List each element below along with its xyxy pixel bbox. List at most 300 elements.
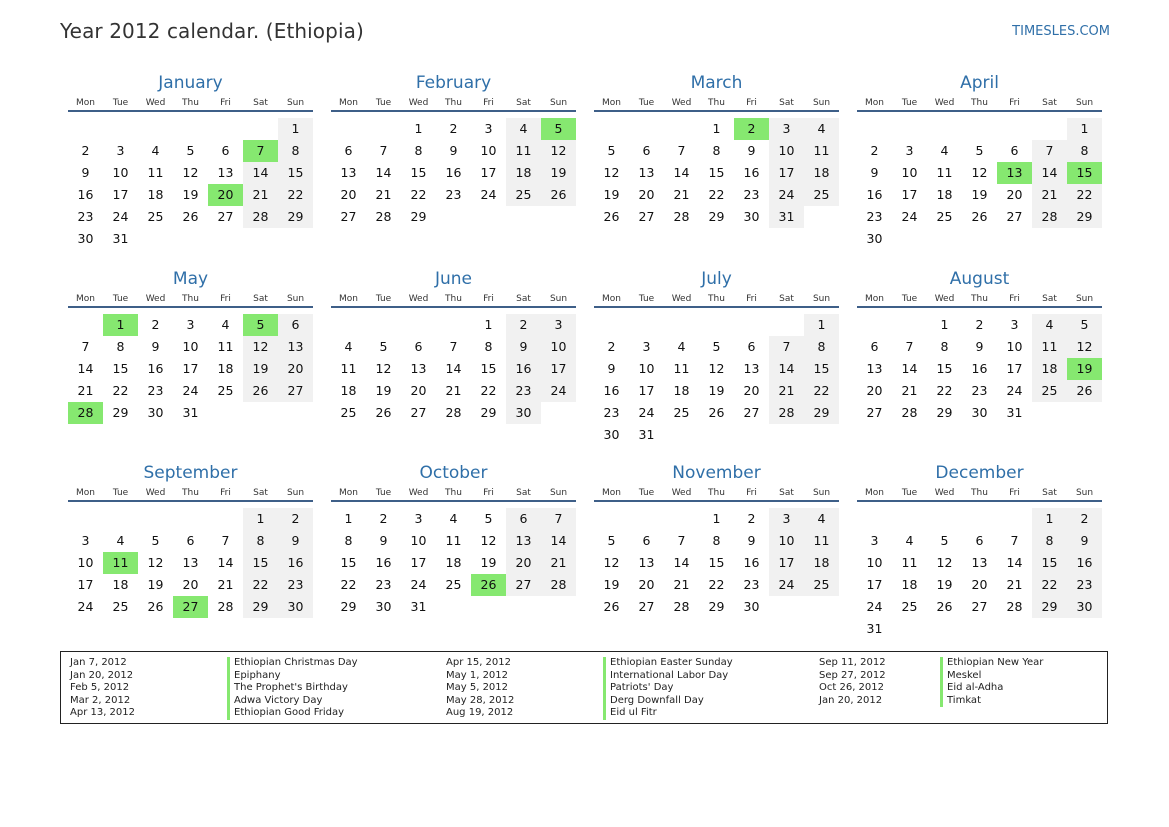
weekday-header: Mon xyxy=(68,96,103,112)
day-cell: 18 xyxy=(217,361,234,376)
weekday-header: Wed xyxy=(927,292,962,308)
legend-holiday-name: Eid ul Fitr xyxy=(603,707,733,720)
day-cell: 31 xyxy=(638,427,655,442)
day-cell: 21 xyxy=(1006,577,1023,592)
day-cell: 12 xyxy=(480,533,497,548)
month-january xyxy=(68,72,313,268)
day-cell: 21 xyxy=(1032,184,1067,206)
day-cell: 29 xyxy=(708,209,725,224)
weekday-header: Mon xyxy=(68,292,103,308)
day-cell: 10 xyxy=(901,165,918,180)
day-cell: 11 xyxy=(1032,336,1067,358)
weekday-header: Sat xyxy=(1032,486,1067,502)
day-cell: 16 xyxy=(743,555,760,570)
day-cell: 23 xyxy=(506,380,541,402)
day-cell: 1 xyxy=(1067,118,1102,140)
day-cell: 12 xyxy=(1067,336,1102,358)
day-cell: 29 xyxy=(410,209,427,224)
day-cell: 10 xyxy=(410,533,427,548)
day-cell: 15 xyxy=(804,358,839,380)
day-cell: 11 xyxy=(804,140,839,162)
day-cell: 4 xyxy=(940,143,949,158)
weekday-header: Fri xyxy=(734,96,769,112)
month-grid xyxy=(68,292,313,424)
day-cell: 1 xyxy=(712,511,721,526)
day-cell: 21 xyxy=(243,184,278,206)
day-cell: 25 xyxy=(147,209,164,224)
day-cell: 4 xyxy=(1032,314,1067,336)
day-cell: 14 xyxy=(77,361,94,376)
weekday-header: Mon xyxy=(594,96,629,112)
day-cell: 14 xyxy=(769,358,804,380)
day-cell: 25 xyxy=(673,405,690,420)
day-cell: 20 xyxy=(340,187,357,202)
day-cell: 30 xyxy=(1067,596,1102,618)
weekday-header: Tue xyxy=(103,292,138,308)
empty-cell xyxy=(927,508,962,530)
day-cell: 1 xyxy=(712,121,721,136)
day-cell: 14 xyxy=(673,165,690,180)
day-cell: 17 xyxy=(541,358,576,380)
day-cell: 17 xyxy=(1006,361,1023,376)
day-cell: 9 xyxy=(379,533,388,548)
legend-date: Sep 27, 2012 xyxy=(819,669,886,681)
day-cell: 29 xyxy=(936,405,953,420)
legend-holiday-name: Ethiopian Christmas Day xyxy=(227,657,358,670)
day-cell: 20 xyxy=(506,552,541,574)
day-cell: 26 xyxy=(243,380,278,402)
day-cell: 4 xyxy=(905,533,914,548)
day-cell: 5 xyxy=(1067,314,1102,336)
day-cell: 11 xyxy=(217,339,234,354)
month-title: May xyxy=(172,269,209,289)
legend-date: Jan 7, 2012 xyxy=(70,657,127,668)
day-cell: 30 xyxy=(743,209,760,224)
day-cell: 3 xyxy=(414,511,423,526)
day-cell: 12 xyxy=(243,336,278,358)
day-cell: 14 xyxy=(1032,162,1067,184)
weekday-header: Fri xyxy=(471,292,506,308)
day-cell: 26 xyxy=(603,209,620,224)
empty-cell xyxy=(243,118,278,140)
empty-cell xyxy=(734,314,769,336)
day-cell: 31 xyxy=(769,206,804,228)
day-cell: 10 xyxy=(541,336,576,358)
day-cell: 5 xyxy=(484,511,493,526)
day-cell: 9 xyxy=(81,165,90,180)
day-cell: 12 xyxy=(375,361,392,376)
day-cell: 25 xyxy=(217,383,234,398)
day-cell: 18 xyxy=(112,577,129,592)
day-cell: 27 xyxy=(1006,209,1023,224)
day-cell: 7 xyxy=(449,339,458,354)
weekday-header: Sun xyxy=(541,292,576,308)
month-title: August xyxy=(949,269,1010,289)
empty-cell xyxy=(962,118,997,140)
weekday-header: Thu xyxy=(173,96,208,112)
day-cell: 16 xyxy=(375,555,392,570)
day-cell: 8 xyxy=(1032,530,1067,552)
day-cell: 1 xyxy=(344,511,353,526)
day-cell: 19 xyxy=(936,577,953,592)
weekday-header: Wed xyxy=(401,486,436,502)
day-cell: 16 xyxy=(866,187,883,202)
day-cell: 7 xyxy=(221,533,230,548)
day-cell: 22 xyxy=(243,574,278,596)
empty-cell xyxy=(138,118,173,140)
weekday-header: Tue xyxy=(629,96,664,112)
day-cell: 16 xyxy=(1067,552,1102,574)
day-cell: 12 xyxy=(971,165,988,180)
day-cell: 19 xyxy=(182,187,199,202)
day-cell: 13 xyxy=(217,165,234,180)
empty-cell xyxy=(699,314,734,336)
day-cell: 21 xyxy=(445,383,462,398)
holiday-day-cell: 27 xyxy=(173,596,208,618)
day-cell: 14 xyxy=(541,530,576,552)
legend-holiday-name: Ethiopian Easter Sunday xyxy=(603,657,733,670)
day-cell: 23 xyxy=(743,187,760,202)
day-cell: 17 xyxy=(769,162,804,184)
empty-cell xyxy=(208,118,243,140)
day-cell: 4 xyxy=(449,511,458,526)
empty-cell xyxy=(997,118,1032,140)
weekday-header: Sun xyxy=(1067,292,1102,308)
empty-cell xyxy=(629,508,664,530)
day-cell: 29 xyxy=(112,405,129,420)
day-cell: 15 xyxy=(936,361,953,376)
day-cell: 4 xyxy=(804,118,839,140)
day-cell: 8 xyxy=(243,530,278,552)
weekday-header: Sun xyxy=(804,292,839,308)
legend-date: Oct 26, 2012 xyxy=(819,682,884,694)
day-cell: 24 xyxy=(769,184,804,206)
day-cell: 2 xyxy=(151,317,160,332)
empty-cell xyxy=(664,118,699,140)
day-cell: 3 xyxy=(905,143,914,158)
day-cell: 13 xyxy=(638,555,655,570)
day-cell: 12 xyxy=(936,555,953,570)
day-cell: 15 xyxy=(340,555,357,570)
day-cell: 12 xyxy=(541,140,576,162)
weekday-header: Sun xyxy=(1067,486,1102,502)
weekday-header: Tue xyxy=(629,486,664,502)
day-cell: 15 xyxy=(708,555,725,570)
legend-holiday-name: Adwa Victory Day xyxy=(227,695,358,708)
weekday-header: Tue xyxy=(103,486,138,502)
legend-date: Jan 20, 2012 xyxy=(819,694,883,706)
weekday-header: Wed xyxy=(138,292,173,308)
empty-cell xyxy=(892,314,927,336)
day-cell: 25 xyxy=(506,184,541,206)
day-cell: 22 xyxy=(340,577,357,592)
day-cell: 13 xyxy=(743,361,760,376)
day-cell: 18 xyxy=(936,187,953,202)
day-cell: 19 xyxy=(971,187,988,202)
month-october xyxy=(331,462,576,652)
holiday-day-cell: 5 xyxy=(243,314,278,336)
day-cell: 19 xyxy=(147,577,164,592)
day-cell: 7 xyxy=(677,143,686,158)
day-cell: 6 xyxy=(747,339,756,354)
weekday-header: Sat xyxy=(506,486,541,502)
day-cell: 24 xyxy=(541,380,576,402)
day-cell: 28 xyxy=(769,402,804,424)
day-cell: 27 xyxy=(217,209,234,224)
day-cell: 18 xyxy=(147,187,164,202)
day-cell: 10 xyxy=(77,555,94,570)
day-cell: 24 xyxy=(901,209,918,224)
day-cell: 24 xyxy=(1006,383,1023,398)
empty-cell xyxy=(436,314,471,336)
day-cell: 8 xyxy=(712,533,721,548)
day-cell: 22 xyxy=(410,187,427,202)
weekday-header: Sat xyxy=(243,292,278,308)
holiday-day-cell: 1 xyxy=(103,314,138,336)
weekday-header: Fri xyxy=(471,96,506,112)
legend-date: Apr 13, 2012 xyxy=(70,707,136,719)
month-title: December xyxy=(935,463,1024,483)
day-cell: 24 xyxy=(769,574,804,596)
day-cell: 29 xyxy=(480,405,497,420)
day-cell: 17 xyxy=(77,577,94,592)
weekday-header: Fri xyxy=(997,486,1032,502)
day-cell: 1 xyxy=(243,508,278,530)
empty-cell xyxy=(629,118,664,140)
day-cell: 5 xyxy=(607,533,616,548)
legend-date: May 1, 2012 xyxy=(446,669,509,681)
holiday-day-cell: 13 xyxy=(997,162,1032,184)
day-cell: 1 xyxy=(940,317,949,332)
day-cell: 20 xyxy=(743,383,760,398)
month-june xyxy=(331,268,576,462)
weekday-header: Sun xyxy=(278,486,313,502)
empty-cell xyxy=(664,314,699,336)
weekday-header: Thu xyxy=(173,292,208,308)
day-cell: 24 xyxy=(182,383,199,398)
day-cell: 1 xyxy=(1032,508,1067,530)
day-cell: 29 xyxy=(708,599,725,614)
day-cell: 31 xyxy=(1006,405,1023,420)
day-cell: 28 xyxy=(673,209,690,224)
day-cell: 12 xyxy=(147,555,164,570)
day-cell: 26 xyxy=(936,599,953,614)
day-cell: 3 xyxy=(642,339,651,354)
month-august xyxy=(857,268,1102,462)
day-cell: 9 xyxy=(607,361,616,376)
day-cell: 27 xyxy=(743,405,760,420)
empty-cell xyxy=(857,314,892,336)
day-cell: 1 xyxy=(804,314,839,336)
day-cell: 16 xyxy=(743,165,760,180)
day-cell: 11 xyxy=(445,533,462,548)
weekday-header: Fri xyxy=(734,292,769,308)
day-cell: 26 xyxy=(1067,380,1102,402)
empty-cell xyxy=(68,118,103,140)
month-title: January xyxy=(158,73,223,93)
empty-cell xyxy=(857,508,892,530)
day-cell: 10 xyxy=(112,165,129,180)
empty-cell xyxy=(173,508,208,530)
day-cell: 17 xyxy=(901,187,918,202)
weekday-header: Wed xyxy=(664,96,699,112)
day-cell: 3 xyxy=(186,317,195,332)
day-cell: 4 xyxy=(344,339,353,354)
day-cell: 10 xyxy=(769,140,804,162)
legend-dates-column xyxy=(446,657,514,720)
legend-holiday-name: Derg Downfall Day xyxy=(603,695,733,708)
day-cell: 14 xyxy=(1006,555,1023,570)
day-cell: 26 xyxy=(147,599,164,614)
day-cell: 2 xyxy=(975,317,984,332)
legend-holiday-name: Meskel xyxy=(940,670,1043,683)
weekday-header: Wed xyxy=(664,292,699,308)
day-cell: 5 xyxy=(379,339,388,354)
day-cell: 20 xyxy=(278,358,313,380)
day-cell: 13 xyxy=(340,165,357,180)
empty-cell xyxy=(68,314,103,336)
site-link[interactable]: TIMESLES.COM xyxy=(1012,24,1110,39)
weekday-header: Fri xyxy=(997,292,1032,308)
holiday-day-cell: 28 xyxy=(68,402,103,424)
day-cell: 23 xyxy=(1067,574,1102,596)
holiday-day-cell: 2 xyxy=(734,118,769,140)
day-cell: 10 xyxy=(182,339,199,354)
day-cell: 3 xyxy=(769,508,804,530)
weekday-header: Mon xyxy=(331,292,366,308)
weekday-header: Thu xyxy=(699,486,734,502)
day-cell: 22 xyxy=(708,577,725,592)
month-february xyxy=(331,72,576,268)
holiday-day-cell: 19 xyxy=(1067,358,1102,380)
day-cell: 7 xyxy=(769,336,804,358)
day-cell: 13 xyxy=(971,555,988,570)
weekday-header: Thu xyxy=(436,292,471,308)
day-cell: 18 xyxy=(804,162,839,184)
day-cell: 14 xyxy=(217,555,234,570)
holiday-day-cell: 20 xyxy=(208,184,243,206)
day-cell: 31 xyxy=(182,405,199,420)
empty-cell xyxy=(857,118,892,140)
day-cell: 21 xyxy=(673,577,690,592)
weekday-header: Sun xyxy=(541,486,576,502)
day-cell: 10 xyxy=(480,143,497,158)
day-cell: 15 xyxy=(480,361,497,376)
day-cell: 28 xyxy=(445,405,462,420)
day-cell: 23 xyxy=(77,209,94,224)
day-cell: 30 xyxy=(743,599,760,614)
weekday-header: Sun xyxy=(278,96,313,112)
day-cell: 12 xyxy=(182,165,199,180)
legend-holiday-name: Ethiopian New Year xyxy=(940,657,1043,670)
empty-cell xyxy=(208,508,243,530)
day-cell: 9 xyxy=(449,143,458,158)
empty-cell xyxy=(103,118,138,140)
day-cell: 9 xyxy=(975,339,984,354)
month-grid xyxy=(594,486,839,618)
month-title: October xyxy=(419,463,488,483)
weekday-header: Thu xyxy=(173,486,208,502)
day-cell: 1 xyxy=(484,317,493,332)
day-cell: 2 xyxy=(449,121,458,136)
day-cell: 19 xyxy=(603,577,620,592)
holiday-day-cell: 7 xyxy=(243,140,278,162)
legend-date: Feb 5, 2012 xyxy=(70,682,130,694)
day-cell: 24 xyxy=(638,405,655,420)
day-cell: 22 xyxy=(708,187,725,202)
day-cell: 6 xyxy=(642,533,651,548)
day-cell: 8 xyxy=(1067,140,1102,162)
weekday-header: Thu xyxy=(436,486,471,502)
day-cell: 28 xyxy=(1006,599,1023,614)
day-cell: 10 xyxy=(1006,339,1023,354)
day-cell: 30 xyxy=(506,402,541,424)
day-cell: 3 xyxy=(484,121,493,136)
empty-cell xyxy=(366,118,401,140)
day-cell: 8 xyxy=(712,143,721,158)
day-cell: 7 xyxy=(379,143,388,158)
day-cell: 25 xyxy=(340,405,357,420)
day-cell: 26 xyxy=(375,405,392,420)
weekday-header: Wed xyxy=(664,486,699,502)
weekday-header: Sun xyxy=(278,292,313,308)
day-cell: 18 xyxy=(901,577,918,592)
day-cell: 4 xyxy=(677,339,686,354)
legend-dates-column xyxy=(70,657,135,720)
day-cell: 5 xyxy=(151,533,160,548)
weekday-header: Mon xyxy=(594,292,629,308)
day-cell: 31 xyxy=(112,231,129,246)
day-cell: 6 xyxy=(1010,143,1019,158)
day-cell: 9 xyxy=(278,530,313,552)
day-cell: 19 xyxy=(541,162,576,184)
day-cell: 16 xyxy=(147,361,164,376)
holiday-legend xyxy=(60,651,1108,724)
day-cell: 21 xyxy=(541,552,576,574)
day-cell: 15 xyxy=(410,165,427,180)
day-cell: 12 xyxy=(708,361,725,376)
day-cell: 23 xyxy=(743,577,760,592)
weekday-header: Fri xyxy=(208,96,243,112)
day-cell: 20 xyxy=(182,577,199,592)
day-cell: 21 xyxy=(217,577,234,592)
weekday-header: Sat xyxy=(1032,96,1067,112)
day-cell: 5 xyxy=(940,533,949,548)
month-grid xyxy=(857,486,1102,640)
empty-cell xyxy=(594,508,629,530)
day-cell: 26 xyxy=(603,599,620,614)
day-cell: 20 xyxy=(1006,187,1023,202)
month-grid xyxy=(331,292,576,424)
weekday-header: Tue xyxy=(892,96,927,112)
day-cell: 22 xyxy=(804,380,839,402)
day-cell: 26 xyxy=(708,405,725,420)
weekday-header: Thu xyxy=(962,486,997,502)
day-cell: 16 xyxy=(603,383,620,398)
day-cell: 24 xyxy=(410,577,427,592)
legend-names-column xyxy=(603,657,733,720)
day-cell: 30 xyxy=(971,405,988,420)
day-cell: 9 xyxy=(870,165,879,180)
day-cell: 6 xyxy=(344,143,353,158)
legend-holiday-name: Eid al-Adha xyxy=(940,682,1043,695)
day-cell: 24 xyxy=(866,599,883,614)
day-cell: 16 xyxy=(445,165,462,180)
weekday-header: Fri xyxy=(471,486,506,502)
day-cell: 3 xyxy=(116,143,125,158)
weekday-header: Sat xyxy=(243,486,278,502)
day-cell: 27 xyxy=(866,405,883,420)
